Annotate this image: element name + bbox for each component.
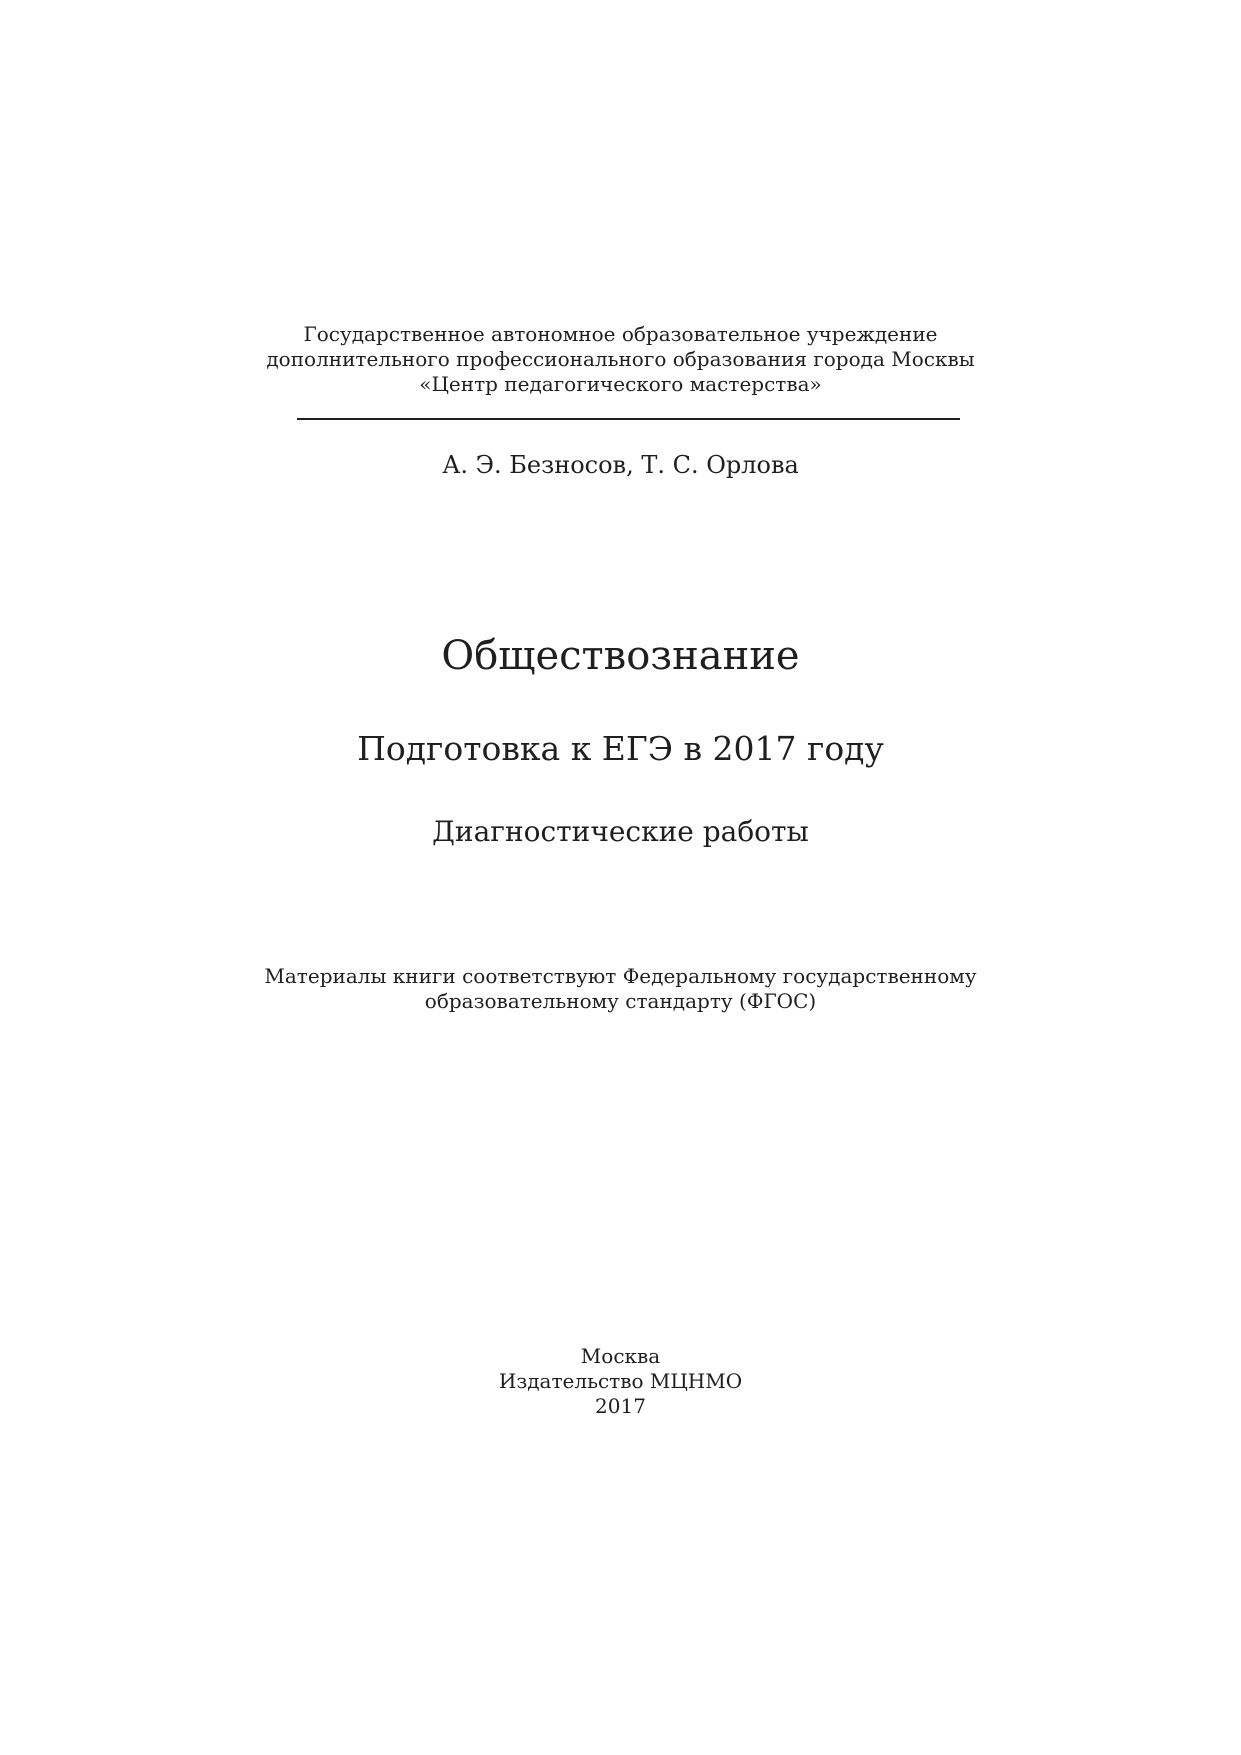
imprint-publisher: Издательство МЦНМО (498, 1369, 743, 1393)
institution-line: Государственное автономное образовательное учреждение (303, 322, 938, 346)
book-title: Обществознание (441, 633, 800, 679)
imprint-year: 2017 (595, 1394, 646, 1418)
header-divider (297, 418, 960, 420)
institution-line: «Центр педагогического мастерства» (419, 372, 822, 396)
standard-note-line: образовательному стандарту (ФГОС) (424, 989, 817, 1013)
standard-note-line: Материалы книги соответствуют Федеральному государственному (264, 964, 977, 988)
institution-line: дополнительного профессионального образования города Москвы (266, 347, 975, 371)
institution-name (0, 322, 1241, 397)
book-subtitle-secondary: Диагностические работы (432, 815, 809, 848)
imprint-city: Москва (580, 1344, 661, 1368)
imprint (0, 1344, 1241, 1419)
book-subtitle: Подготовка к ЕГЭ в 2017 году (357, 729, 884, 768)
authors: А. Э. Безносов, Т. С. Орлова (442, 451, 799, 479)
standard-note (0, 964, 1241, 1014)
